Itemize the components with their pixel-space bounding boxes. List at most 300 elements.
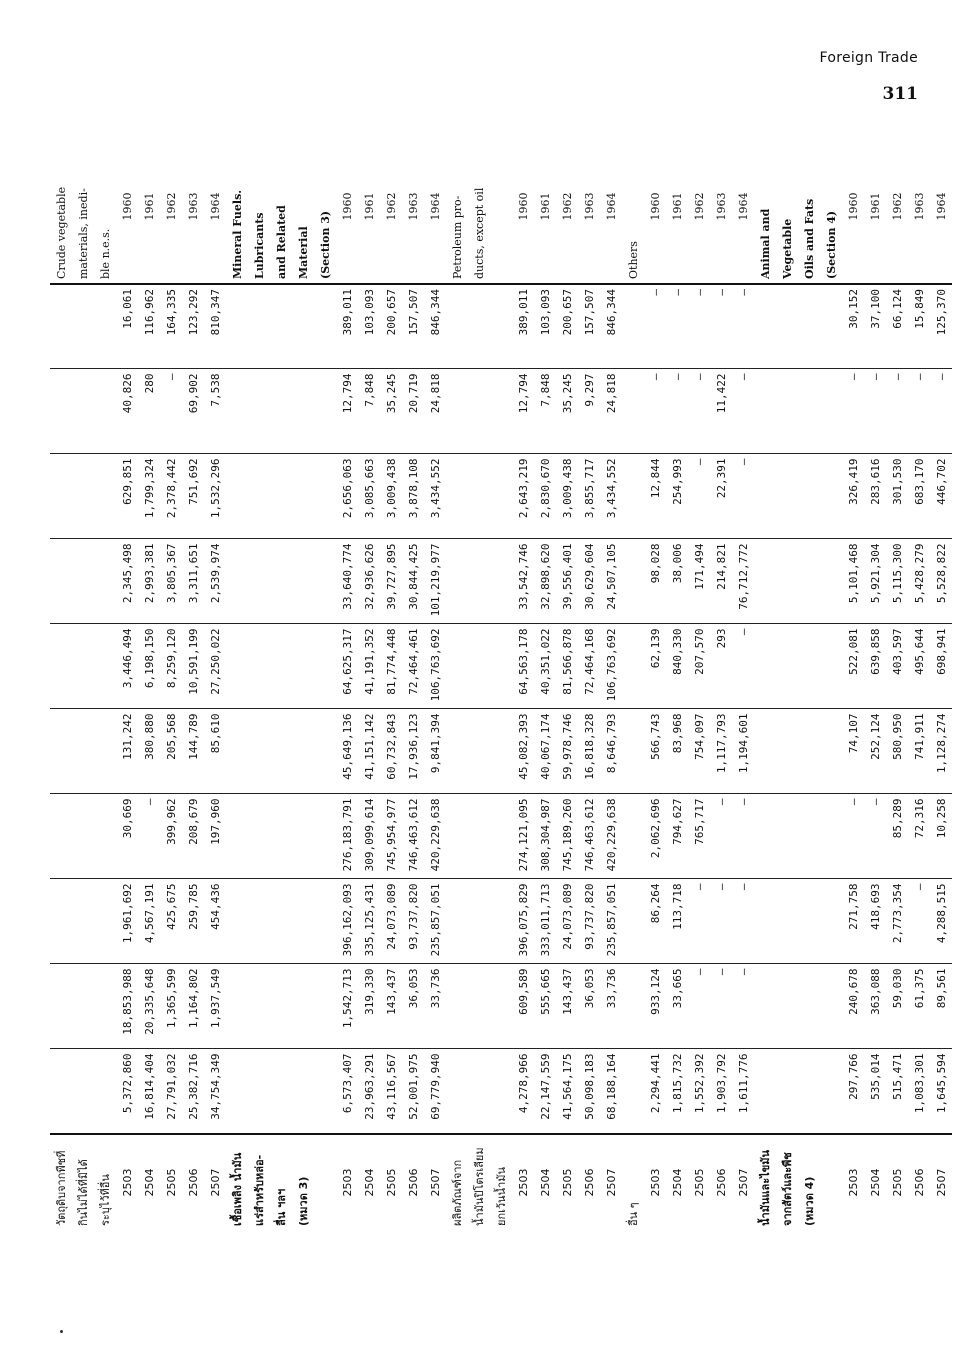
- thai-label-cell: 2507: [604, 1168, 618, 1197]
- value-cell: 106,763,692: [600, 624, 622, 709]
- value-cell: 4,288,515: [930, 879, 952, 964]
- value-cell: 240,678: [842, 964, 864, 1049]
- value-cell: 2,345,498: [116, 539, 138, 624]
- value-cell: 8,646,793: [600, 709, 622, 794]
- table-row: [688, 130, 710, 1230]
- value-cell: [248, 454, 270, 539]
- english-label-cell: 1963: [402, 130, 424, 284]
- value-cell: 319,330: [358, 964, 380, 1049]
- value-cell: 810,347: [204, 284, 226, 369]
- value-cell: [292, 879, 314, 964]
- value-cell: [50, 709, 72, 794]
- value-cell: [468, 454, 490, 539]
- value-cell: 131,242: [116, 709, 138, 794]
- value-cell: 39,556,401: [556, 539, 578, 624]
- value-cell: [50, 794, 72, 879]
- value-cell: 746,463,612: [402, 794, 424, 879]
- value-cell: [798, 709, 820, 794]
- value-cell: 113,718: [666, 879, 688, 964]
- value-cell: 74,107: [842, 709, 864, 794]
- thai-label-cell: 2503: [648, 1168, 662, 1197]
- value-cell: 16,061: [116, 284, 138, 369]
- value-cell: 36,053: [402, 964, 424, 1049]
- value-cell: 143,437: [556, 964, 578, 1049]
- value-cell: [622, 879, 644, 964]
- value-cell: [226, 369, 248, 454]
- value-cell: [490, 879, 512, 964]
- value-cell: [314, 709, 336, 794]
- value-cell: 197,960: [204, 794, 226, 879]
- value-cell: [622, 284, 644, 369]
- english-label-cell: 1962: [556, 130, 578, 284]
- value-cell: 27,250,022: [204, 624, 226, 709]
- value-cell: —: [666, 284, 688, 369]
- value-cell: 36,053: [578, 964, 600, 1049]
- value-cell: 515,471: [886, 1049, 908, 1134]
- thai-label-cell: ผลิตภัณฑ์จาก: [451, 1159, 464, 1226]
- table-row: [160, 130, 182, 1230]
- value-cell: [820, 624, 842, 709]
- value-cell: [798, 624, 820, 709]
- value-cell: 1,117,793: [710, 709, 732, 794]
- table-row: [930, 130, 952, 1230]
- value-cell: [468, 1049, 490, 1134]
- value-cell: 85,289: [886, 794, 908, 879]
- value-cell: [72, 794, 94, 879]
- value-cell: 34,754,349: [204, 1049, 226, 1134]
- thai-label-cell: กินไม่ได้ที่มิได้: [77, 1159, 90, 1226]
- english-label-cell: Mineral Fuels.: [226, 130, 248, 284]
- value-cell: [798, 964, 820, 1049]
- value-cell: [292, 284, 314, 369]
- table-row: [842, 130, 864, 1230]
- value-cell: 259,785: [182, 879, 204, 964]
- thai-label-cell: น้ำมันและไขมัน: [759, 1149, 772, 1226]
- value-cell: 40,067,174: [534, 709, 556, 794]
- value-cell: 68,188,164: [600, 1049, 622, 1134]
- value-cell: 333,011,713: [534, 879, 556, 964]
- value-cell: 4,567,191: [138, 879, 160, 964]
- value-cell: —: [160, 369, 182, 454]
- value-cell: 41,191,352: [358, 624, 380, 709]
- table-row: [886, 130, 908, 1230]
- value-cell: [468, 964, 490, 1049]
- value-cell: 81,566,878: [556, 624, 578, 709]
- english-label-cell: 1961: [358, 130, 380, 284]
- value-cell: [622, 624, 644, 709]
- value-cell: [490, 624, 512, 709]
- value-cell: 271,758: [842, 879, 864, 964]
- value-cell: —: [930, 369, 952, 454]
- value-cell: [622, 709, 644, 794]
- value-cell: 2,656,063: [336, 454, 358, 539]
- english-label-cell: Animal and: [754, 130, 776, 284]
- value-cell: [468, 284, 490, 369]
- value-cell: 363,088: [864, 964, 886, 1049]
- value-cell: [754, 879, 776, 964]
- value-cell: 64,563,178: [512, 624, 534, 709]
- rotated-table-frame: [50, 130, 948, 1230]
- value-cell: 425,675: [160, 879, 182, 964]
- value-cell: [468, 794, 490, 879]
- table-row: [556, 130, 578, 1230]
- value-cell: [292, 454, 314, 539]
- value-cell: 72,316: [908, 794, 930, 879]
- value-cell: [248, 369, 270, 454]
- value-cell: 16,818,328: [578, 709, 600, 794]
- value-cell: 2,773,354: [886, 879, 908, 964]
- table-row: [622, 130, 644, 1230]
- value-cell: 85,610: [204, 709, 226, 794]
- value-cell: 751,692: [182, 454, 204, 539]
- value-cell: 205,568: [160, 709, 182, 794]
- value-cell: [248, 1049, 270, 1134]
- value-cell: [226, 709, 248, 794]
- value-cell: [292, 709, 314, 794]
- english-label-cell: ble n.e.s.: [94, 130, 116, 284]
- value-cell: [468, 624, 490, 709]
- value-cell: 235,857,051: [424, 879, 446, 964]
- value-cell: 3,434,552: [424, 454, 446, 539]
- value-cell: 35,245: [556, 369, 578, 454]
- value-cell: 40,826: [116, 369, 138, 454]
- english-label-cell: Material: [292, 130, 314, 284]
- value-cell: 39,727,895: [380, 539, 402, 624]
- value-cell: 37,100: [864, 284, 886, 369]
- value-cell: 6,573,407: [336, 1049, 358, 1134]
- value-cell: [94, 794, 116, 879]
- value-cell: 446,702: [930, 454, 952, 539]
- table-row: [116, 130, 138, 1230]
- thai-label-cell: 2503: [120, 1168, 134, 1197]
- thai-label-cell: 2507: [736, 1168, 750, 1197]
- value-cell: 64,625,317: [336, 624, 358, 709]
- table-row: [864, 130, 886, 1230]
- table-row: [72, 130, 94, 1230]
- value-cell: 164,335: [160, 284, 182, 369]
- value-cell: [314, 624, 336, 709]
- table-row: [336, 130, 358, 1230]
- value-cell: 1,937,549: [204, 964, 226, 1049]
- thai-label-cell: 2503: [516, 1168, 530, 1197]
- value-cell: 566,743: [644, 709, 666, 794]
- value-cell: 214,821: [710, 539, 732, 624]
- value-cell: 40,351,022: [534, 624, 556, 709]
- value-cell: 76,712,772: [732, 539, 754, 624]
- value-cell: [468, 539, 490, 624]
- value-cell: —: [732, 624, 754, 709]
- english-label-cell: 1960: [336, 130, 358, 284]
- table-row: [710, 130, 732, 1230]
- value-cell: —: [644, 369, 666, 454]
- value-cell: 60,732,843: [380, 709, 402, 794]
- value-cell: 399,962: [160, 794, 182, 879]
- value-cell: [314, 454, 336, 539]
- value-cell: 157,507: [578, 284, 600, 369]
- table-row: [292, 130, 314, 1230]
- value-cell: 33,665: [666, 964, 688, 1049]
- value-cell: 5,101,468: [842, 539, 864, 624]
- value-cell: —: [688, 454, 710, 539]
- value-cell: 17,936,123: [402, 709, 424, 794]
- english-label-cell: 1964: [930, 130, 952, 284]
- value-cell: 3,085,663: [358, 454, 380, 539]
- value-cell: [776, 624, 798, 709]
- value-cell: [754, 964, 776, 1049]
- value-cell: 418,693: [864, 879, 886, 964]
- value-cell: 309,099,614: [358, 794, 380, 879]
- value-cell: 4,278,966: [512, 1049, 534, 1134]
- thai-label-cell: 2503: [340, 1168, 354, 1197]
- value-cell: 454,436: [204, 879, 226, 964]
- value-cell: 52,001,975: [402, 1049, 424, 1134]
- english-label-cell: 1962: [688, 130, 710, 284]
- value-cell: [446, 539, 468, 624]
- table-row: [446, 130, 468, 1230]
- value-cell: 2,062,696: [644, 794, 666, 879]
- english-label-cell: (Section 3): [314, 130, 336, 284]
- value-cell: [226, 624, 248, 709]
- thai-label-cell: (หมวด 3): [297, 1176, 310, 1226]
- value-cell: 280: [138, 369, 160, 454]
- value-cell: [50, 1049, 72, 1134]
- english-label-cell: and Related: [270, 130, 292, 284]
- value-cell: 3,446,494: [116, 624, 138, 709]
- value-cell: [314, 284, 336, 369]
- value-cell: 27,791,032: [160, 1049, 182, 1134]
- value-cell: [94, 284, 116, 369]
- value-cell: —: [732, 284, 754, 369]
- value-cell: 93,737,820: [578, 879, 600, 964]
- value-cell: [446, 794, 468, 879]
- english-label-cell: 1962: [160, 130, 182, 284]
- value-cell: 81,774,448: [380, 624, 402, 709]
- english-label-cell: Lubricants: [248, 130, 270, 284]
- english-label-cell: Petroleum pro-: [446, 130, 468, 284]
- value-cell: [50, 284, 72, 369]
- thai-label-cell: แร่สำหรับหล่อ-: [253, 1154, 266, 1226]
- value-cell: [490, 539, 512, 624]
- value-cell: —: [732, 879, 754, 964]
- value-cell: [622, 369, 644, 454]
- english-label-cell: Vegetable: [776, 130, 798, 284]
- value-cell: [798, 1049, 820, 1134]
- value-cell: [226, 1049, 248, 1134]
- value-cell: 840,330: [666, 624, 688, 709]
- table-row: [732, 130, 754, 1230]
- thai-label-cell: เชื้อเพลิง น้ำมัน: [231, 1152, 244, 1226]
- value-cell: 89,561: [930, 964, 952, 1049]
- value-cell: 25,382,716: [182, 1049, 204, 1134]
- value-cell: 22,391: [710, 454, 732, 539]
- value-cell: 741,911: [908, 709, 930, 794]
- table-row: [644, 130, 666, 1230]
- thai-label-cell: จากสัตว์และพืช: [781, 1152, 794, 1226]
- value-cell: 3,434,552: [600, 454, 622, 539]
- value-cell: 12,794: [336, 369, 358, 454]
- value-cell: [754, 709, 776, 794]
- english-label-cell: 1961: [138, 130, 160, 284]
- thai-label-cell: 2504: [868, 1168, 882, 1197]
- value-cell: 3,855,717: [578, 454, 600, 539]
- table-row: [248, 130, 270, 1230]
- thai-label-cell: 2505: [384, 1168, 398, 1197]
- value-cell: [248, 709, 270, 794]
- value-cell: 62,139: [644, 624, 666, 709]
- value-cell: —: [710, 794, 732, 879]
- value-cell: [776, 794, 798, 879]
- value-cell: 61,375: [908, 964, 930, 1049]
- value-cell: 7,848: [534, 369, 556, 454]
- value-cell: 1,083,301: [908, 1049, 930, 1134]
- table-row: [270, 130, 292, 1230]
- value-cell: 32,936,626: [358, 539, 380, 624]
- english-label-cell: 1960: [644, 130, 666, 284]
- english-label-cell: 1963: [710, 130, 732, 284]
- value-cell: [50, 879, 72, 964]
- value-cell: [270, 369, 292, 454]
- value-cell: 144,789: [182, 709, 204, 794]
- value-cell: [270, 1049, 292, 1134]
- value-cell: 125,370: [930, 284, 952, 369]
- thai-label-cell: น้ำมันปิโตรเลียม: [473, 1147, 486, 1226]
- value-cell: —: [710, 284, 732, 369]
- english-label-cell: 1964: [732, 130, 754, 284]
- value-cell: 45,649,136: [336, 709, 358, 794]
- thai-label-cell: 2505: [164, 1168, 178, 1197]
- value-cell: 8,259,120: [160, 624, 182, 709]
- value-cell: —: [710, 879, 732, 964]
- table-row: [358, 130, 380, 1230]
- value-cell: [820, 1049, 842, 1134]
- value-cell: [50, 624, 72, 709]
- english-label-cell: 1961: [666, 130, 688, 284]
- value-cell: 2,378,442: [160, 454, 182, 539]
- value-cell: 3,009,438: [556, 454, 578, 539]
- value-cell: 7,538: [204, 369, 226, 454]
- thai-label-cell: 2505: [890, 1168, 904, 1197]
- value-cell: 1,542,713: [336, 964, 358, 1049]
- value-cell: 106,763,692: [424, 624, 446, 709]
- value-cell: 2,830,670: [534, 454, 556, 539]
- value-cell: 1,799,324: [138, 454, 160, 539]
- table-row: [226, 130, 248, 1230]
- value-cell: [820, 369, 842, 454]
- page-number: 311: [882, 84, 918, 104]
- value-cell: [94, 879, 116, 964]
- value-cell: 116,962: [138, 284, 160, 369]
- value-cell: [292, 1049, 314, 1134]
- value-cell: [72, 709, 94, 794]
- value-cell: [820, 284, 842, 369]
- value-cell: [292, 794, 314, 879]
- value-cell: [776, 1049, 798, 1134]
- value-cell: 274,121,095: [512, 794, 534, 879]
- value-cell: [490, 964, 512, 1049]
- value-cell: [798, 284, 820, 369]
- table-row: [666, 130, 688, 1230]
- value-cell: 252,124: [864, 709, 886, 794]
- value-cell: 5,372,860: [116, 1049, 138, 1134]
- foreign-trade-table: [50, 130, 952, 1230]
- value-cell: 43,116,567: [380, 1049, 402, 1134]
- table-row: [512, 130, 534, 1230]
- value-cell: [270, 284, 292, 369]
- value-cell: 101,219,977: [424, 539, 446, 624]
- value-cell: [314, 964, 336, 1049]
- thai-label-cell: 2503: [846, 1168, 860, 1197]
- value-cell: 2,643,219: [512, 454, 534, 539]
- value-cell: 308,304,987: [534, 794, 556, 879]
- value-cell: 335,125,431: [358, 879, 380, 964]
- value-cell: [776, 709, 798, 794]
- value-cell: [226, 539, 248, 624]
- value-cell: [314, 794, 336, 879]
- value-cell: 1,128,274: [930, 709, 952, 794]
- value-cell: [226, 454, 248, 539]
- english-label-cell: Others: [622, 130, 644, 284]
- value-cell: 403,597: [886, 624, 908, 709]
- value-cell: [446, 709, 468, 794]
- value-cell: [798, 369, 820, 454]
- value-cell: [776, 284, 798, 369]
- value-cell: 5,528,822: [930, 539, 952, 624]
- value-cell: —: [688, 964, 710, 1049]
- value-cell: [270, 879, 292, 964]
- table-row: [468, 130, 490, 1230]
- value-cell: 20,335,648: [138, 964, 160, 1049]
- value-cell: 24,507,105: [600, 539, 622, 624]
- thai-label-cell: [314, 1134, 336, 1230]
- value-cell: 2,294,441: [644, 1049, 666, 1134]
- value-cell: 3,009,438: [380, 454, 402, 539]
- value-cell: [490, 709, 512, 794]
- value-cell: 389,011: [512, 284, 534, 369]
- value-cell: [292, 964, 314, 1049]
- value-cell: [50, 964, 72, 1049]
- value-cell: 50,098,183: [578, 1049, 600, 1134]
- table-row: [380, 130, 402, 1230]
- value-cell: [468, 369, 490, 454]
- table-row: [820, 130, 842, 1230]
- value-cell: 103,093: [534, 284, 556, 369]
- thai-label-cell: 2506: [582, 1168, 596, 1197]
- english-label-cell: 1963: [908, 130, 930, 284]
- table-row: [798, 130, 820, 1230]
- value-cell: 20,719: [402, 369, 424, 454]
- value-cell: [622, 964, 644, 1049]
- value-cell: 69,779,940: [424, 1049, 446, 1134]
- thai-label-cell: ลื่น ฯลฯ: [275, 1188, 288, 1226]
- english-label-cell: 1960: [116, 130, 138, 284]
- value-cell: 1,611,776: [732, 1049, 754, 1134]
- value-cell: [248, 624, 270, 709]
- value-cell: [446, 879, 468, 964]
- value-cell: 396,162,093: [336, 879, 358, 964]
- english-label-cell: 1960: [842, 130, 864, 284]
- thai-label-cell: ระบุไว้ที่อื่น: [99, 1174, 112, 1226]
- value-cell: [270, 454, 292, 539]
- value-cell: [754, 454, 776, 539]
- value-cell: 1,815,732: [666, 1049, 688, 1134]
- table-row: [754, 130, 776, 1230]
- value-cell: 32,898,620: [534, 539, 556, 624]
- table-row: [424, 130, 446, 1230]
- value-cell: [270, 539, 292, 624]
- value-cell: [798, 539, 820, 624]
- value-cell: 754,097: [688, 709, 710, 794]
- english-label-cell: Oils and Fats: [798, 130, 820, 284]
